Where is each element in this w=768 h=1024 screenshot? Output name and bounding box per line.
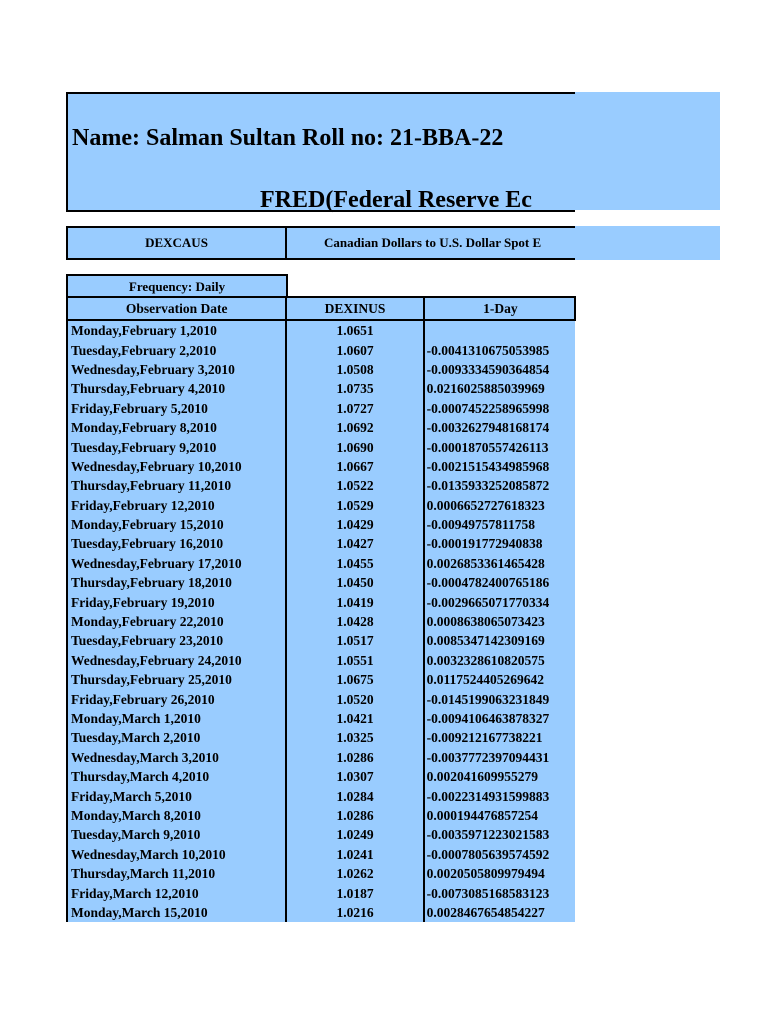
- observation-date-cell: Thursday,February 11,2010: [67, 476, 286, 495]
- table-row: [67, 845, 575, 864]
- one-day-change-cell: 0.0085347142309169: [424, 631, 575, 650]
- one-day-change-cell: -0.0073085168583123: [424, 883, 575, 902]
- observation-date-cell: Thursday,March 11,2010: [67, 864, 286, 883]
- table-row: [67, 864, 575, 883]
- table-row: [67, 554, 575, 573]
- table-row: [67, 728, 575, 747]
- table-row: [67, 748, 575, 767]
- table-row: [67, 476, 575, 495]
- dexinus-value-cell: 1.0675: [286, 670, 423, 689]
- one-day-change-cell: -0.0094106463878327: [424, 709, 575, 728]
- frequency-label: Frequency: Daily: [66, 274, 288, 296]
- one-day-change-cell: 0.0028467654854227: [424, 903, 575, 922]
- table-row: [67, 379, 575, 398]
- observation-date-cell: Tuesday,February 23,2010: [67, 631, 286, 650]
- one-day-change-cell: -0.0001870557426113: [424, 437, 575, 456]
- dexinus-value-cell: 1.0216: [286, 903, 423, 922]
- one-day-change-cell: -0.0004782400765186: [424, 573, 575, 592]
- observation-date-cell: Friday,February 26,2010: [67, 689, 286, 708]
- observation-date-cell: Monday,February 15,2010: [67, 515, 286, 534]
- observation-date-cell: Friday,February 5,2010: [67, 399, 286, 418]
- one-day-change-cell: 0.002041609955279: [424, 767, 575, 786]
- one-day-change-cell: -0.0021515434985968: [424, 457, 575, 476]
- table-row: [67, 515, 575, 534]
- one-day-change-cell: -0.0093334590364854: [424, 360, 575, 379]
- table-row: [67, 689, 575, 708]
- observation-date-cell: Friday,February 12,2010: [67, 496, 286, 515]
- one-day-change-cell: 0.000194476857254: [424, 806, 575, 825]
- dexinus-value-cell: 1.0325: [286, 728, 423, 747]
- one-day-change-cell: -0.0041310675053985: [424, 340, 575, 359]
- dexinus-value-cell: 1.0607: [286, 340, 423, 359]
- one-day-change-cell: 0.0008638065073423: [424, 612, 575, 631]
- dexinus-value-cell: 1.0241: [286, 845, 423, 864]
- observation-date-cell: Monday,March 15,2010: [67, 903, 286, 922]
- observation-date-cell: Tuesday,March 2,2010: [67, 728, 286, 747]
- one-day-change-cell: 0.0032328610820575: [424, 651, 575, 670]
- table-row: [67, 592, 575, 611]
- one-day-change-cell: -0.0037772397094431: [424, 748, 575, 767]
- dexinus-value-cell: 1.0692: [286, 418, 423, 437]
- dexinus-value-cell: 1.0249: [286, 825, 423, 844]
- exchange-rate-table: [66, 296, 576, 922]
- dexinus-value-cell: 1.0517: [286, 631, 423, 650]
- observation-date-cell: Monday,March 1,2010: [67, 709, 286, 728]
- table-row: [67, 631, 575, 650]
- table-row: [67, 534, 575, 553]
- observation-date-cell: Wednesday,February 17,2010: [67, 554, 286, 573]
- column-header-value: DEXINUS: [286, 297, 423, 320]
- one-day-change-cell: -0.009212167738221: [424, 728, 575, 747]
- observation-date-cell: Friday,March 12,2010: [67, 883, 286, 902]
- dexinus-value-cell: 1.0735: [286, 379, 423, 398]
- series-divider: [285, 226, 287, 260]
- observation-date-cell: Wednesday,March 10,2010: [67, 845, 286, 864]
- dexinus-value-cell: 1.0262: [286, 864, 423, 883]
- dexinus-value-cell: 1.0508: [286, 360, 423, 379]
- observation-date-cell: Wednesday,February 3,2010: [67, 360, 286, 379]
- one-day-change-cell: 0.0020505809979494: [424, 864, 575, 883]
- one-day-change-cell: 0.0006652727618323: [424, 496, 575, 515]
- table-row: [67, 767, 575, 786]
- one-day-change-cell: -0.0007805639574592: [424, 845, 575, 864]
- dexinus-value-cell: 1.0427: [286, 534, 423, 553]
- observation-date-cell: Tuesday,February 2,2010: [67, 340, 286, 359]
- one-day-change-cell: -0.0145199063231849: [424, 689, 575, 708]
- observation-date-cell: Monday,February 8,2010: [67, 418, 286, 437]
- observation-date-cell: Monday,February 1,2010: [67, 320, 286, 340]
- dexinus-value-cell: 1.0455: [286, 554, 423, 573]
- student-name-line: Name: Salman Sultan Roll no: 21-BBA-22: [72, 125, 504, 151]
- observation-date-cell: Wednesday,February 10,2010: [67, 457, 286, 476]
- table-row: [67, 399, 575, 418]
- table-row: [67, 806, 575, 825]
- table-row: [67, 651, 575, 670]
- observation-date-cell: Monday,March 8,2010: [67, 806, 286, 825]
- observation-date-cell: Tuesday,February 9,2010: [67, 437, 286, 456]
- table-row: [67, 709, 575, 728]
- table-row: [67, 340, 575, 359]
- series-description: Canadian Dollars to U.S. Dollar Spot E: [324, 235, 542, 250]
- one-day-change-cell: [424, 320, 575, 340]
- observation-date-cell: Thursday,February 25,2010: [67, 670, 286, 689]
- fred-title: FRED(Federal Reserve Ec: [260, 187, 532, 213]
- observation-date-cell: Tuesday,March 9,2010: [67, 825, 286, 844]
- table-row: [67, 360, 575, 379]
- dexinus-value-cell: 1.0284: [286, 786, 423, 805]
- one-day-change-cell: -0.000191772940838: [424, 534, 575, 553]
- table-row: [67, 903, 575, 922]
- observation-date-cell: Thursday,March 4,2010: [67, 767, 286, 786]
- one-day-change-cell: 0.0117524405269642: [424, 670, 575, 689]
- one-day-change-cell: -0.0022314931599883: [424, 786, 575, 805]
- observation-date-cell: Thursday,February 4,2010: [67, 379, 286, 398]
- table-row: [67, 573, 575, 592]
- table-row: [67, 786, 575, 805]
- dexinus-value-cell: 1.0522: [286, 476, 423, 495]
- table-row: [67, 457, 575, 476]
- dexinus-value-cell: 1.0690: [286, 437, 423, 456]
- table-body: [67, 320, 575, 922]
- dexinus-value-cell: 1.0429: [286, 515, 423, 534]
- dexinus-value-cell: 1.0187: [286, 883, 423, 902]
- one-day-change-cell: -0.0032627948168174: [424, 418, 575, 437]
- dexinus-value-cell: 1.0428: [286, 612, 423, 631]
- table-row: [67, 670, 575, 689]
- dexinus-value-cell: 1.0520: [286, 689, 423, 708]
- one-day-change-cell: -0.0007452258965998: [424, 399, 575, 418]
- table-row: [67, 496, 575, 515]
- observation-date-cell: Tuesday,February 16,2010: [67, 534, 286, 553]
- one-day-change-cell: 0.0026853361465428: [424, 554, 575, 573]
- series-code: DEXCAUS: [145, 235, 208, 250]
- table-row: [67, 418, 575, 437]
- table-row: [67, 883, 575, 902]
- dexinus-value-cell: 1.0551: [286, 651, 423, 670]
- dexinus-value-cell: 1.0286: [286, 748, 423, 767]
- dexinus-value-cell: 1.0450: [286, 573, 423, 592]
- one-day-change-cell: -0.0135933252085872: [424, 476, 575, 495]
- observation-date-cell: Thursday,February 18,2010: [67, 573, 286, 592]
- dexinus-value-cell: 1.0529: [286, 496, 423, 515]
- one-day-change-cell: -0.00949757811758: [424, 515, 575, 534]
- table-row: [67, 320, 575, 340]
- dexinus-value-cell: 1.0286: [286, 806, 423, 825]
- observation-date-cell: Monday,February 22,2010: [67, 612, 286, 631]
- observation-date-cell: Wednesday,February 24,2010: [67, 651, 286, 670]
- column-header-change: 1-Day: [424, 297, 575, 320]
- dexinus-value-cell: 1.0667: [286, 457, 423, 476]
- dexinus-value-cell: 1.0727: [286, 399, 423, 418]
- table-header-row: [67, 297, 575, 320]
- column-header-date: Observation Date: [67, 297, 286, 320]
- one-day-change-cell: -0.0029665071770334: [424, 592, 575, 611]
- dexinus-value-cell: 1.0307: [286, 767, 423, 786]
- one-day-change-cell: 0.0216025885039969: [424, 379, 575, 398]
- dexinus-value-cell: 1.0421: [286, 709, 423, 728]
- observation-date-cell: Wednesday,March 3,2010: [67, 748, 286, 767]
- table-row: [67, 612, 575, 631]
- dexinus-value-cell: 1.0419: [286, 592, 423, 611]
- observation-date-cell: Friday,March 5,2010: [67, 786, 286, 805]
- one-day-change-cell: -0.0035971223021583: [424, 825, 575, 844]
- table-row: [67, 437, 575, 456]
- table-row: [67, 825, 575, 844]
- dexinus-value-cell: 1.0651: [286, 320, 423, 340]
- observation-date-cell: Friday,February 19,2010: [67, 592, 286, 611]
